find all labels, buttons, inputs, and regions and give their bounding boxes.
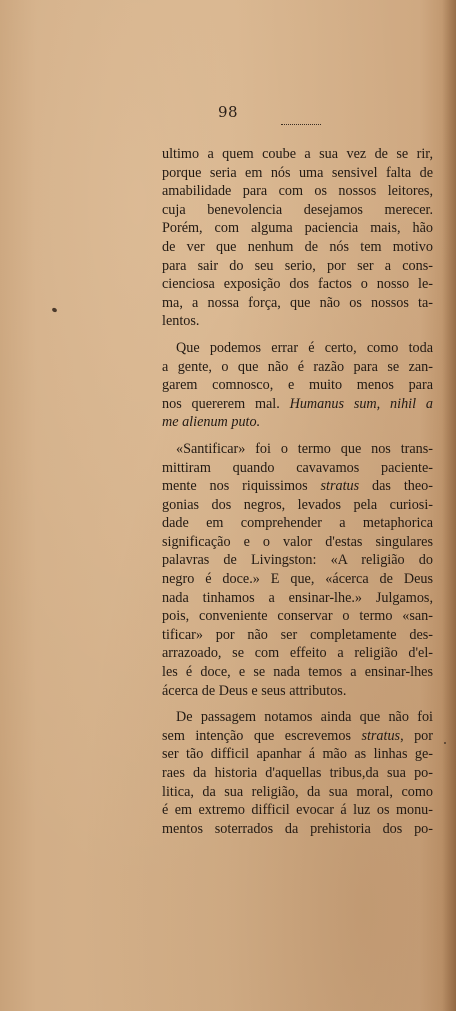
text-line: nada tinhamos a ensinar-lhe.» Julgamos, xyxy=(162,589,433,606)
text-line: Porém, com alguma paciencia mais, hão xyxy=(162,220,433,237)
body-text xyxy=(162,145,433,838)
page-edge-shadow xyxy=(442,0,456,1011)
text-line: Que podemos errar é certo, como toda xyxy=(176,339,433,356)
text-line: amabilidade para com os nossos leitores, xyxy=(162,183,433,200)
text-line: é em extremo difficil evocar á luz os monu- xyxy=(162,802,433,819)
text-line: palavras de Livingston: «A religião do xyxy=(162,552,433,569)
italic-phrase: stratus xyxy=(361,727,401,744)
text-line: a gente, o que não é razão para se zan- xyxy=(162,358,433,375)
text-line: para sair do seu serio, por ser a cons- xyxy=(162,257,433,274)
text-line: mittiram quando cavavamos paciente- xyxy=(162,459,433,476)
page-number-rule xyxy=(281,124,321,125)
text-line: raes da historia d'aquellas tribus,da sua po- xyxy=(162,765,433,781)
text-line: garem comnosco, e muito menos para xyxy=(162,377,433,394)
text-line: arrazoado, se com effeito a religião d'el- xyxy=(162,645,433,662)
italic-phrase: stratus xyxy=(320,478,360,495)
text-line: litica, da sua religião, da sua moral, como xyxy=(162,783,433,800)
text-line: ser tão difficil apanhar á mão as linhas ge- xyxy=(162,746,433,763)
italic-phrase: Humanus sum, nihil a xyxy=(289,395,433,412)
text-line: nos quererem mal. Humanus sum, nihil a xyxy=(162,395,433,412)
text-line: mente nos riquissimos stratus das theo- xyxy=(162,478,433,495)
text-line: mentos soterrados da prehistoria dos po- xyxy=(162,820,433,837)
text-line: cuja benevolencia desejamos merecer. xyxy=(162,201,433,218)
paper-blemish xyxy=(51,307,57,313)
text-line: sem intenção que escrevemos stratus, por xyxy=(162,727,433,744)
text-line: les é doce, e se nada temos a ensinar-lhes xyxy=(162,664,433,681)
text-line: dade em comprehender a metaphorica xyxy=(162,515,433,532)
text-line: cienciosa exposição dos factos o nosso le- xyxy=(162,276,433,293)
paragraph-4 xyxy=(162,708,433,838)
paragraph-1 xyxy=(162,145,433,331)
text-line: gonias dos negros, levados pela curiosi- xyxy=(162,496,433,513)
italic-phrase: me alienum puto. xyxy=(162,414,261,431)
text-line: lentos. xyxy=(162,313,200,330)
text-line: negro é doce.» E que, «ácerca de Deus xyxy=(162,571,433,588)
text-line: ácerca de Deus e seus attributos. xyxy=(162,682,347,699)
text-line: «Santificar» foi o termo que nos trans- xyxy=(176,440,433,457)
text-line xyxy=(162,413,433,432)
text-line: tificar» por não ser completamente des- xyxy=(162,626,433,643)
text-line: pois, conveniente conservar o termo «san- xyxy=(162,608,433,625)
text-line: ma, a nossa força, que não os nossos ta- xyxy=(162,294,433,311)
text-line: ultimo a quem coube a sua vez de se rir, xyxy=(162,146,433,162)
paper-blemish xyxy=(444,742,446,744)
text-line: De passagem notamos ainda que não foi xyxy=(176,709,433,726)
paragraph-3 xyxy=(162,440,433,700)
text-line: porque seria em nós uma sensivel falta de xyxy=(162,164,433,181)
text-line: significação e o valor d'estas singulares xyxy=(162,533,433,550)
text-line: de ver que nenhum de nós tem motivo xyxy=(162,238,433,255)
paragraph-2 xyxy=(162,339,433,432)
page-number: 98 xyxy=(217,103,239,121)
